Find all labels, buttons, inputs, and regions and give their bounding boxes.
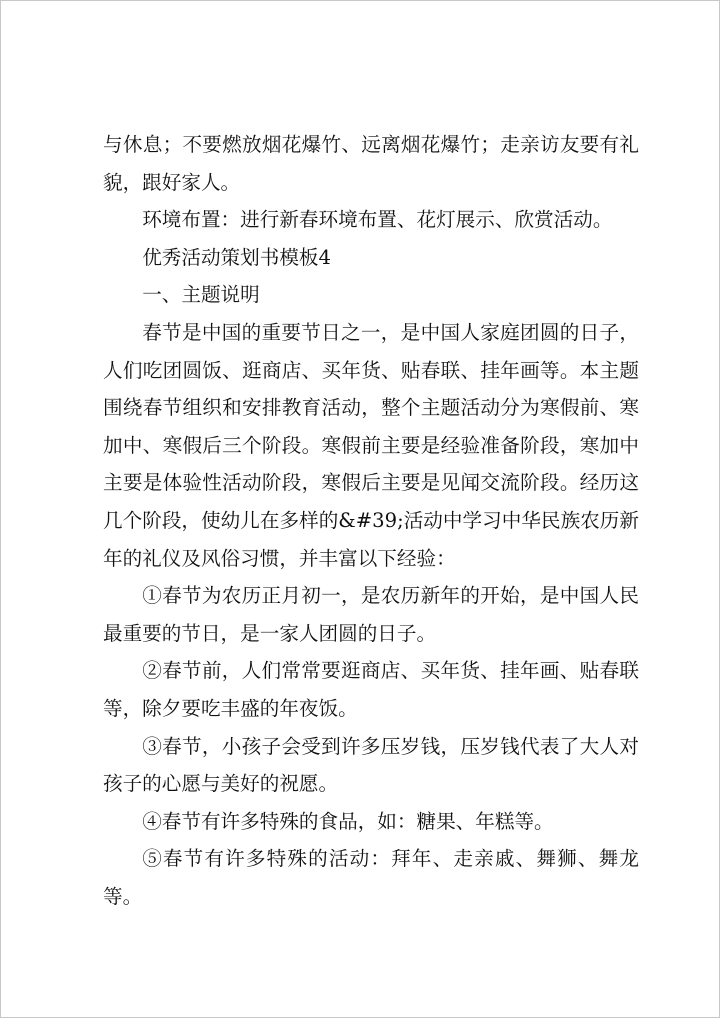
section-title-template-4: 优秀活动策划书模板4 (142, 245, 331, 269)
paragraph-safety-tips: 与休息；不要燃放烟花爆竹、远离烟花爆竹；走亲访友要有礼貌，跟好家人。 (103, 133, 639, 194)
list-item-5: ⑤春节有许多特殊的活动：拜年、走亲戚、舞狮、舞龙等。 (103, 847, 639, 908)
paragraph-environment-setup: 环境布置：进行新春环境布置、花灯展示、欣赏活动。 (142, 208, 613, 232)
paragraph-theme-description: 春节是中国的重要节日之一，是中国人家庭团圆的日子，人们吃团圆饭、逛商店、买年货、贴春联、挂年画等。本主题围绕春节组织和安排教育活动，整个主题活动分为寒假前、寒加中、寒假后三个阶段。寒假前主要是经验准备阶段，寒加中主要是体验性活动阶段，寒假后主要是见闻交流阶段。经历这几个阶段，使幼儿在多样的&#39;活动中学习中华民族农历新年的礼仪及风俗习惯，并丰富以下经验： (103, 320, 639, 570)
list-item-4: ④春节有许多特殊的食品，如：糖果、年糕等。 (142, 809, 554, 833)
list-item-2: ②春节前，人们常常要逛商店、买年货、挂年画、贴春联等，除夕要吃丰盛的年夜饭。 (103, 659, 639, 720)
document-body (103, 126, 639, 915)
list-item-1: ①春节为农历正月初一，是农历新年的开始，是中国人民最重要的节日，是一家人团圆的日子。 (103, 584, 639, 645)
list-item-3: ③春节，小孩子会受到许多压岁钱，压岁钱代表了大人对孩子的心愿与美好的祝愿。 (103, 734, 639, 796)
section-heading-theme: 一、主题说明 (142, 283, 260, 307)
